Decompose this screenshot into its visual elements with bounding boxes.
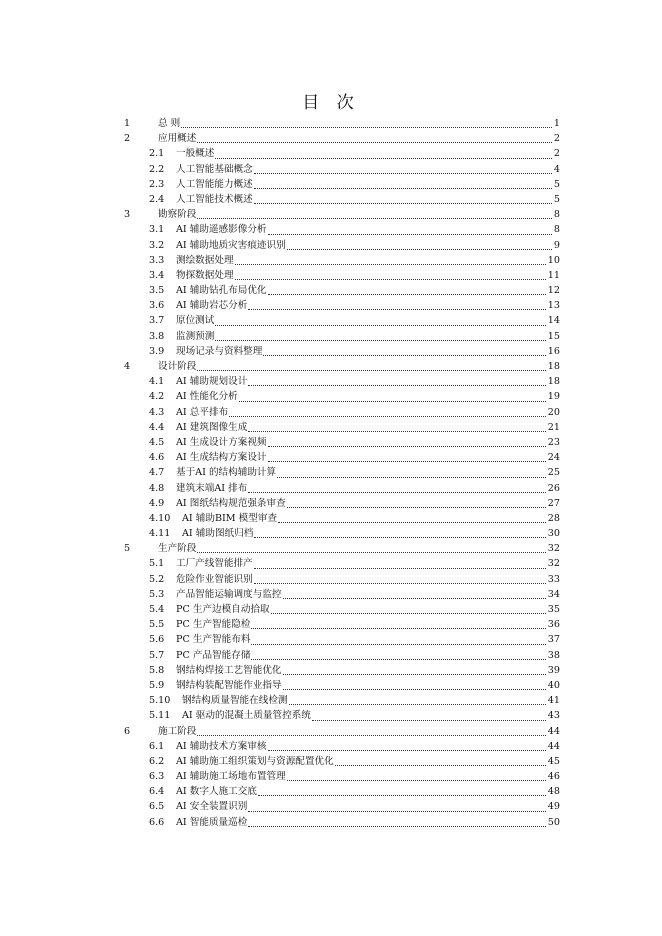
toc-entry-page: 43 — [547, 708, 560, 723]
toc-entry-title: AI 数字人施工交底 — [176, 786, 257, 798]
toc-entry-page: 36 — [547, 617, 560, 632]
toc-entry-title: 原位测试 — [176, 315, 215, 327]
toc-section-entry — [118, 708, 560, 723]
toc-entry-page: 1 — [553, 116, 560, 131]
toc-entry-title: AI 生成设计方案视频 — [176, 436, 267, 448]
dot-leader — [268, 234, 554, 235]
toc-entry-page: 38 — [547, 648, 560, 663]
toc-entry-title: 监测预测 — [176, 330, 215, 342]
dot-leader — [248, 492, 554, 493]
toc-section-entry — [118, 572, 560, 587]
toc-entry-title: PC 生产边模自动拾取 — [176, 604, 270, 615]
toc-entry-title: PC 生产智能布料 — [176, 634, 251, 646]
toc-entry-number: 5.4 — [149, 604, 165, 615]
dot-leader — [251, 644, 554, 645]
toc-chapter-entry — [118, 359, 560, 374]
toc-section-entry — [118, 435, 560, 450]
toc-entry-number: 5.9 — [149, 679, 165, 691]
toc-entry-title: 施工阶段 — [158, 725, 197, 737]
dot-leader — [254, 568, 554, 569]
toc-entry-title: 现场记录与资料整理 — [176, 345, 263, 357]
toc-entry-page: 2 — [553, 146, 560, 161]
toc-section-entry — [118, 526, 560, 541]
toc-section-entry — [118, 617, 560, 632]
toc-entry-number: 5.2 — [149, 573, 165, 585]
toc-entry-page: 5 — [553, 177, 560, 192]
toc-entry-page: 32 — [547, 556, 560, 571]
toc-section-entry — [118, 511, 560, 526]
toc-entry-page: 28 — [547, 511, 560, 526]
toc-section-entry — [118, 815, 560, 830]
dot-leader — [197, 218, 554, 219]
toc-entry-title: AI 总平排布 — [176, 406, 229, 418]
toc-entry-title: 工厂产线智能排产 — [176, 558, 253, 570]
toc-entry-number: 5.10 — [149, 695, 171, 707]
toc-entry-page: 24 — [547, 450, 560, 465]
toc-entry-number: 5.5 — [149, 619, 165, 631]
dot-leader — [197, 735, 554, 736]
toc-section-entry — [118, 389, 560, 404]
toc-entry-number: 5.7 — [149, 649, 165, 661]
toc-entry-page: 45 — [547, 754, 560, 769]
toc-section-entry — [118, 587, 560, 602]
dot-leader — [283, 689, 554, 690]
toc-section-entry — [118, 465, 560, 480]
dot-leader — [283, 598, 554, 599]
toc-entry-title: AI 性能化分析 — [176, 391, 238, 403]
toc-entry-title: AI 驱动的混凝土质量管控系统 — [182, 710, 311, 722]
toc-entry-title: 人工智能基础概念 — [176, 163, 253, 175]
toc-entry-number: 4.11 — [149, 528, 171, 540]
toc-entry-page: 16 — [547, 344, 560, 359]
toc-entry-page: 37 — [547, 632, 560, 647]
toc-entry-page: 49 — [547, 799, 560, 814]
toc-entry-number: 4.5 — [149, 436, 165, 448]
toc-entry-number: 5 — [124, 543, 131, 555]
dot-leader — [277, 477, 554, 478]
toc-entry-number: 6.2 — [149, 755, 165, 767]
dot-leader — [268, 461, 554, 462]
dot-leader — [287, 249, 554, 250]
toc-entry-page: 41 — [547, 693, 560, 708]
dot-leader — [254, 173, 554, 174]
toc-entry-page: 11 — [547, 268, 560, 283]
toc-entry-title: 建筑末端AI 排布 — [176, 482, 248, 494]
dot-leader — [289, 704, 554, 705]
dot-leader — [229, 416, 554, 417]
toc-entry-page: 48 — [547, 784, 560, 799]
dot-leader — [335, 765, 554, 766]
toc-section-entry — [118, 450, 560, 465]
toc-entry-page: 50 — [547, 815, 560, 830]
toc-entry-page: 18 — [547, 374, 560, 389]
toc-entry-page: 9 — [553, 238, 560, 253]
toc-entry-page: 8 — [553, 222, 560, 237]
dot-leader — [235, 279, 554, 280]
toc-section-entry — [118, 298, 560, 313]
dot-leader — [197, 142, 554, 143]
dot-leader — [248, 811, 554, 812]
dot-leader — [271, 613, 554, 614]
toc-section-entry — [118, 146, 560, 161]
toc-entry-page: 2 — [553, 131, 560, 146]
toc-section-entry — [118, 678, 560, 693]
toc-entry-page: 39 — [547, 663, 560, 678]
toc-entry-page: 10 — [547, 253, 560, 268]
toc-entry-number: 6.4 — [149, 786, 165, 798]
toc-entry-page: 18 — [547, 359, 560, 374]
toc-entry-page: 14 — [547, 313, 560, 328]
toc-section-entry — [118, 329, 560, 344]
toc-section-entry — [118, 162, 560, 177]
dot-leader — [254, 537, 554, 538]
toc-entry-page: 44 — [547, 724, 560, 739]
toc-entry-title: AI 建筑图像生成 — [176, 421, 248, 433]
toc-entry-title: AI 辅助技术方案审核 — [176, 740, 267, 752]
toc-entry-number: 3.9 — [149, 345, 165, 357]
toc-entry-number: 3.5 — [149, 285, 165, 297]
toc-entry-title: 物探数据处理 — [176, 269, 234, 281]
toc-entry-title: 钢结构质量智能在线检测 — [182, 695, 288, 707]
toc-entry-page: 21 — [547, 420, 560, 435]
toc-entry-number: 4.3 — [149, 406, 165, 418]
toc-entry-number: 3.4 — [149, 269, 165, 281]
toc-entry-title: 一般概述 — [176, 148, 215, 160]
toc-title: 目 次 — [302, 93, 360, 113]
toc-entry-page: 46 — [547, 769, 560, 784]
dot-leader — [248, 826, 554, 827]
toc-section-entry — [118, 754, 560, 769]
toc-section-entry — [118, 420, 560, 435]
toc-section-entry — [118, 632, 560, 647]
dot-leader — [254, 203, 554, 204]
toc-entry-number: 4.4 — [149, 421, 165, 433]
toc-entry-number: 5.1 — [149, 558, 165, 570]
toc-section-entry — [118, 405, 560, 420]
dot-leader — [215, 325, 554, 326]
dot-leader — [287, 507, 554, 508]
toc-section-entry — [118, 344, 560, 359]
toc-entry-number: 3.3 — [149, 254, 165, 266]
toc-section-entry — [118, 663, 560, 678]
toc-entry-number: 2.2 — [149, 163, 165, 175]
toc-entry-title: 设计阶段 — [158, 361, 197, 372]
toc-entry-title: 应用概述 — [158, 133, 197, 145]
toc-entry-title: AI 安全装置识别 — [176, 801, 248, 813]
toc-entry-page: 4 — [553, 162, 560, 177]
toc-entry-number: 4.7 — [149, 467, 165, 479]
dot-leader — [287, 780, 554, 781]
toc-entry-page: 30 — [547, 526, 560, 541]
toc-entry-title: 产品智能运输调度与监控 — [176, 588, 282, 600]
toc-section-entry — [118, 693, 560, 708]
toc-entry-number: 4.1 — [149, 376, 165, 388]
toc-section-entry — [118, 739, 560, 754]
dot-leader — [239, 401, 554, 402]
toc-entry-page: 8 — [553, 207, 560, 222]
toc-entry-number: 4.9 — [149, 497, 165, 509]
toc-section-entry — [118, 481, 560, 496]
toc-entry-page: 5 — [553, 192, 560, 207]
toc-entry-number: 3.1 — [149, 224, 165, 236]
toc-entry-title: 总 则 — [158, 118, 181, 129]
toc-entry-number: 1 — [124, 118, 131, 129]
toc-entry-page: 34 — [547, 587, 560, 602]
dot-leader — [254, 583, 554, 584]
toc-entry-page: 19 — [547, 389, 560, 404]
toc-section-entry — [118, 556, 560, 571]
toc-entry-number: 6.5 — [149, 801, 165, 813]
toc-section-entry — [118, 238, 560, 253]
toc-entry-title: AI 生成结构方案设计 — [176, 452, 267, 464]
toc-entry-title: AI 辅助BIM 模型审查 — [182, 512, 278, 524]
toc-entry-title: 勘察阶段 — [158, 209, 197, 221]
toc-entry-title: 危险作业智能识别 — [176, 573, 253, 585]
toc-entry-number: 4.6 — [149, 452, 165, 464]
toc-entry-title: AI 图纸结构规范强条审查 — [176, 497, 286, 509]
toc-entry-page: 13 — [547, 298, 560, 313]
toc-entry-page: 44 — [547, 739, 560, 754]
toc-entry-page: 33 — [547, 572, 560, 587]
toc-chapter-entry — [118, 541, 560, 556]
toc-entry-number: 2.4 — [149, 193, 165, 205]
toc-entry-number: 4.2 — [149, 391, 165, 403]
toc-entry-title: AI 智能质量巡检 — [176, 816, 248, 828]
toc-entry-number: 6.1 — [149, 740, 165, 752]
toc-section-entry — [118, 192, 560, 207]
toc-entry-title: 人工智能技术概述 — [176, 193, 253, 205]
toc-entry-number: 4.10 — [149, 512, 171, 524]
toc-entry-page: 25 — [547, 465, 560, 480]
dot-leader — [278, 522, 554, 523]
toc-section-entry — [118, 602, 560, 617]
toc-entry-title: AI 辅助地质灾害痕迹识别 — [176, 239, 286, 251]
dot-leader — [263, 355, 554, 356]
toc-section-entry — [118, 496, 560, 511]
toc-section-entry — [118, 799, 560, 814]
toc-section-entry — [118, 648, 560, 663]
toc-entry-number: 3.7 — [149, 315, 165, 327]
dot-leader — [268, 294, 554, 295]
toc-section-entry — [118, 177, 560, 192]
toc-section-entry — [118, 222, 560, 237]
toc-entry-number: 5.6 — [149, 634, 165, 646]
toc-entry-title: AI 辅助岩芯分析 — [176, 300, 248, 312]
table-of-contents — [118, 116, 560, 830]
dot-leader — [197, 552, 554, 553]
toc-entry-number: 3.8 — [149, 330, 165, 342]
toc-entry-title: PC 生产智能隐检 — [176, 619, 251, 631]
toc-entry-number: 5.3 — [149, 588, 165, 600]
toc-entry-page: 32 — [547, 541, 560, 556]
toc-entry-title: 测绘数据处理 — [176, 254, 234, 266]
toc-chapter-entry — [118, 131, 560, 146]
dot-leader — [251, 659, 554, 660]
toc-entry-number: 4.8 — [149, 482, 165, 494]
toc-entry-title: AI 辅助规划设计 — [176, 376, 248, 388]
dot-leader — [248, 385, 554, 386]
dot-leader — [258, 795, 554, 796]
toc-section-entry — [118, 283, 560, 298]
toc-entry-title: PC 产品智能存储 — [176, 649, 251, 661]
toc-section-entry — [118, 374, 560, 389]
dot-leader — [251, 628, 554, 629]
toc-chapter-entry — [118, 724, 560, 739]
toc-entry-page: 27 — [547, 496, 560, 511]
toc-entry-title: 人工智能能力概述 — [176, 178, 253, 190]
dot-leader — [248, 431, 554, 432]
toc-entry-title: AI 辅助施工组织策划与资源配置优化 — [176, 755, 334, 767]
dot-leader — [248, 309, 554, 310]
toc-entry-title: AI 辅助施工场地布置管理 — [176, 771, 286, 783]
toc-entry-page: 20 — [547, 405, 560, 420]
toc-entry-page: 35 — [547, 602, 560, 617]
toc-section-entry — [118, 268, 560, 283]
toc-section-entry — [118, 784, 560, 799]
toc-entry-title: AI 辅助钻孔布局优化 — [176, 285, 267, 297]
toc-entry-number: 5.8 — [149, 664, 165, 676]
toc-entry-title: AI 辅助图纸归档 — [182, 528, 254, 540]
dot-leader — [312, 720, 554, 721]
dot-leader — [215, 340, 554, 341]
toc-section-entry — [118, 253, 560, 268]
toc-entry-page: 12 — [547, 283, 560, 298]
toc-chapter-entry — [118, 207, 560, 222]
toc-entry-number: 3.2 — [149, 239, 165, 251]
toc-chapter-entry — [118, 116, 560, 131]
dot-leader — [268, 446, 554, 447]
dot-leader — [215, 158, 554, 159]
toc-section-entry — [118, 313, 560, 328]
toc-entry-number: 2 — [124, 133, 131, 145]
dot-leader — [283, 674, 554, 675]
toc-entry-page: 23 — [547, 435, 560, 450]
toc-entry-page: 15 — [547, 329, 560, 344]
toc-entry-title: 生产阶段 — [158, 543, 197, 555]
toc-entry-number: 3.6 — [149, 300, 165, 312]
dot-leader — [254, 188, 554, 189]
toc-entry-number: 4 — [124, 361, 131, 372]
toc-entry-number: 3 — [124, 209, 131, 221]
toc-entry-title: AI 辅助遥感影像分析 — [176, 224, 267, 236]
toc-entry-number: 6.3 — [149, 771, 165, 783]
toc-entry-title: 基于AI 的结构辅助计算 — [176, 467, 277, 479]
dot-leader — [197, 370, 554, 371]
dot-leader — [235, 264, 554, 265]
toc-entry-number: 5.11 — [149, 710, 171, 722]
dot-leader — [268, 750, 554, 751]
toc-entry-title: 钢结构焊接工艺智能优化 — [176, 664, 282, 676]
toc-entry-number: 6 — [124, 725, 131, 737]
toc-entry-title: 钢结构装配智能作业指导 — [176, 679, 282, 691]
dot-leader — [181, 127, 554, 128]
toc-entry-number: 6.6 — [149, 816, 165, 828]
toc-entry-number: 2.1 — [149, 148, 165, 160]
toc-entry-page: 26 — [547, 481, 560, 496]
toc-section-entry — [118, 769, 560, 784]
toc-entry-number: 2.3 — [149, 178, 165, 190]
toc-entry-page: 40 — [547, 678, 560, 693]
